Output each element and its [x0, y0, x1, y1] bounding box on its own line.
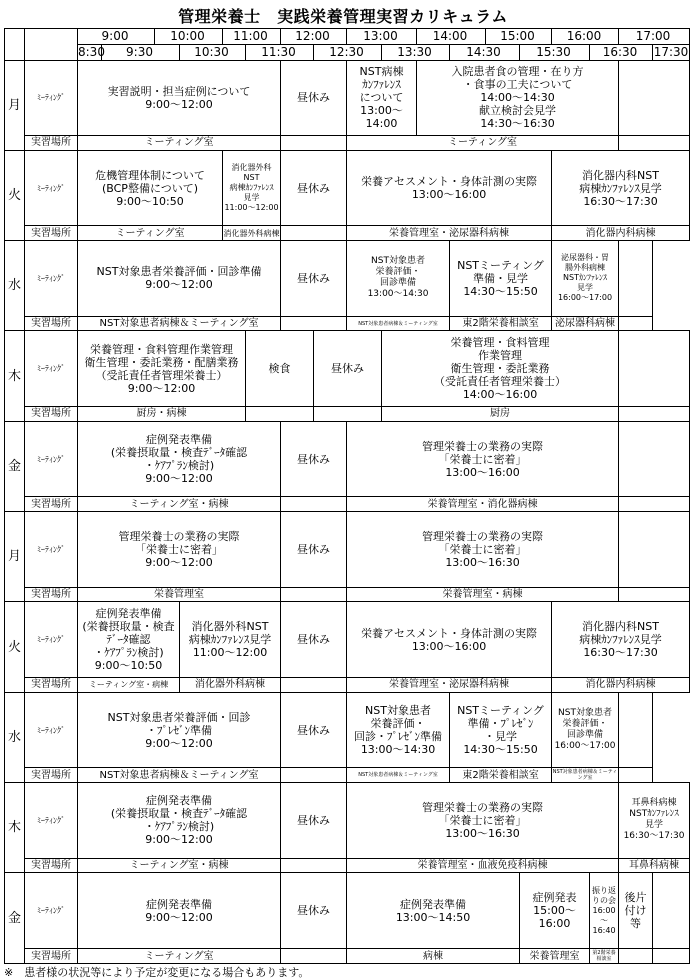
place-row [5, 407, 690, 422]
time-label: 16:00 [552, 29, 619, 45]
place-cell: 栄養管理室・泌尿器科病棟 [347, 226, 552, 241]
cell-line: 回診準備 [567, 730, 604, 741]
lunch-cell: 昼休み [281, 60, 347, 136]
cell-line: 病棟ｶﾝﾌｧﾚﾝｽ見学 [579, 181, 662, 195]
place-label: 実習場所 [25, 226, 78, 241]
cell-line: 見学 [645, 820, 664, 831]
place-label: 実習場所 [25, 587, 78, 602]
day-label: 水 [5, 692, 25, 782]
empty-cell [653, 873, 690, 949]
cell-line: 管理栄養士の業務の実際 [422, 439, 544, 453]
cell-line: NST対象患者栄養評価・回診準備 [96, 265, 262, 279]
empty-cell [281, 497, 347, 512]
cell-line: 9:00～12:00 [145, 278, 213, 292]
activity-cell [520, 873, 590, 949]
activity-cell [619, 783, 690, 859]
cell-line: 11:00～12:00 [192, 646, 268, 660]
activity-cell [78, 150, 223, 226]
place-cell: ミーティング室 [78, 949, 281, 964]
activity-cell [619, 873, 653, 949]
cell-line: ・ｹｱﾌﾟﾗﾝ検討) [143, 459, 215, 473]
cell-line: 9:00～10:50 [94, 659, 163, 673]
cell-line: 15:00～ [533, 904, 576, 918]
cell-line: 病棟ｶﾝﾌｧﾚﾝｽ見学 [188, 633, 272, 647]
cell-line: ・食事の工夫について [462, 78, 573, 92]
time-label: 8:30 [78, 44, 105, 59]
place-cell: 厨房・病棟 [78, 407, 246, 422]
day-label: 木 [5, 783, 25, 873]
cell-line: ～ [600, 915, 609, 925]
lunch-cell: 昼休み [281, 150, 347, 226]
cell-line: 消化器外科 [231, 163, 272, 173]
place-row [5, 949, 690, 964]
lunch-cell: 昼休み [281, 512, 347, 588]
cell-line: （受託責任者管理栄養士） [434, 375, 567, 389]
cell-line: 等 [630, 917, 642, 931]
cell-line: 栄養評価・ [370, 717, 426, 731]
place-cell: 消化器内科病棟 [552, 678, 690, 693]
activity-cell [78, 241, 281, 317]
place-cell: 栄養管理室 [78, 587, 281, 602]
activity-cell [590, 873, 619, 949]
cell-line: 16:30～17:30 [583, 646, 658, 660]
lunch-cell: 昼休み [281, 602, 347, 678]
activity-cell [552, 602, 690, 678]
lunch-cell: 昼休み [281, 421, 347, 497]
place-cell: 病棟 [347, 949, 520, 964]
place-cell: 消化器外科病棟 [223, 226, 281, 241]
cell-line: 11:00～12:00 [224, 203, 279, 213]
place-row [5, 768, 690, 783]
activity-cell [347, 150, 552, 226]
place-label: 実習場所 [25, 407, 78, 422]
empty-cell [281, 587, 347, 602]
cell-line: ﾃﾞｰﾀ確認 [106, 633, 151, 647]
cell-line: NSTｶﾝﾌｧﾚﾝｽ [629, 809, 679, 820]
lunch-cell: 昼休み [281, 783, 347, 859]
time-label: 17:00 [619, 29, 690, 45]
day-row [5, 873, 690, 949]
place-cell: ミーティング室・病棟 [78, 858, 281, 873]
empty-cell [281, 316, 347, 331]
cell-line: ・見学 [484, 730, 518, 744]
cell-line: 13:00～16:00 [445, 465, 520, 479]
cell-line: 16:00～17:00 [554, 741, 616, 752]
cell-line: 14:00 [365, 117, 398, 131]
place-cell: 第2階栄養相談室 [590, 949, 619, 964]
empty-cell [281, 226, 347, 241]
meeting-cell: ﾐｰﾃｨﾝｸﾞ [25, 783, 78, 859]
cell-line: (栄養摂取量・検査ﾃﾞｰﾀ確認 [110, 807, 248, 821]
cell-line: 9:00～12:00 [127, 381, 196, 395]
cell-line: 衛生管理・委託業務・配膳業務 [84, 355, 239, 369]
activity-cell [382, 331, 619, 407]
empty-cell [281, 136, 347, 151]
cell-line: 16:30～17:30 [623, 831, 685, 842]
cell-line: 回診・ﾌﾟﾚｾﾞﾝ準備 [354, 730, 443, 744]
cell-line: 9:00～12:00 [145, 555, 213, 569]
cell-line: 回診準備 [380, 278, 417, 289]
day-row [5, 783, 690, 859]
place-cell: 栄養管理室 [520, 949, 590, 964]
place-cell: 栄養管理室・泌尿器科病棟 [347, 678, 552, 693]
cell-line: ｶﾝﾌｧﾚﾝｽ [362, 78, 401, 92]
cell-line: 入院患者食の管理・在り方 [451, 65, 584, 79]
curriculum-table [4, 28, 690, 964]
cell-line: 耳鼻科病棟 [631, 798, 677, 809]
day-row [5, 150, 690, 226]
activity-cell [552, 150, 690, 226]
place-cell: ミーティング室 [347, 136, 619, 151]
cell-line: 献立検討会見学 [479, 104, 557, 118]
place-row [5, 226, 690, 241]
lunch-cell: 昼休み [314, 331, 382, 407]
place-row [5, 858, 690, 873]
activity-cell [417, 60, 619, 136]
cell-line: 14:30～15:50 [463, 743, 538, 757]
day-row [5, 692, 690, 768]
cell-line: 9:00～12:00 [145, 97, 213, 111]
cell-line: 13:00～14:50 [395, 910, 471, 924]
meeting-cell: ﾐｰﾃｨﾝｸﾞ [25, 331, 78, 407]
cell-line: 栄養アセスメント・身体計測の実際 [361, 175, 537, 189]
place-row [5, 136, 690, 151]
activity-cell [347, 692, 450, 768]
day-label: 木 [5, 331, 25, 421]
activity-cell [78, 331, 246, 407]
empty-cell [619, 331, 690, 407]
place-cell: 東2階栄養相談室 [450, 768, 552, 783]
cell-line: 13:00～ [360, 104, 403, 118]
cell-line: 13:00～16:30 [445, 826, 520, 840]
day-label: 金 [5, 421, 25, 511]
day-label: 月 [5, 512, 25, 602]
cell-line: 栄養評価・ [562, 719, 608, 730]
cell-line: 9:00～12:00 [145, 833, 213, 847]
cell-line: 16:30～17:30 [583, 194, 658, 208]
cell-line: 症例発表準備 [146, 433, 212, 447]
cell-line: 「栄養士に密着」 [135, 542, 223, 556]
place-row [5, 316, 690, 331]
time-label: 12:00 [281, 29, 347, 45]
day-row [5, 512, 690, 588]
cell-line: 病棟ｶﾝﾌｧﾚﾝｽ見学 [579, 633, 662, 647]
time-label: 11:30 [246, 44, 314, 60]
cell-line: 症例発表 [532, 891, 577, 905]
place-cell: 耳鼻科病棟 [619, 858, 690, 873]
activity-cell [552, 692, 619, 768]
footnote: ※ 患者様の状況等により予定が変更になる場合もあります。 [4, 966, 310, 979]
cell-line: 後片 [624, 891, 647, 905]
day-row [5, 331, 690, 407]
place-cell: 泌尿器科病棟 [552, 316, 619, 331]
activity-cell [347, 241, 450, 317]
cell-line: 症例発表準備 [400, 897, 467, 911]
cell-line: 作業管理 [478, 349, 523, 363]
activity-cell [78, 783, 281, 859]
meeting-cell: ﾐｰﾃｨﾝｸﾞ [25, 421, 78, 497]
cell-line: 14:30～16:30 [480, 117, 555, 131]
empty-cell [619, 587, 690, 602]
cell-line: 「栄養士に密着」 [438, 542, 527, 556]
place-label: 実習場所 [25, 768, 78, 783]
cell-line: 16:00～17:00 [557, 293, 613, 303]
cell-line: 管理栄養士の業務の実際 [422, 529, 544, 543]
activity-cell [78, 602, 180, 678]
activity-cell [78, 873, 281, 949]
place-cell: ミーティング室・病棟 [78, 497, 281, 512]
cell-line: NSTミーティング [457, 258, 544, 272]
cell-line: 消化器内科NST [582, 168, 659, 182]
cell-line: NST病棟 [359, 65, 404, 79]
empty-cell [619, 136, 690, 151]
place-cell: 厨房 [382, 407, 619, 422]
time-header-bottom [5, 44, 690, 60]
cell-line: NST対象患者栄養評価・回診 [107, 710, 251, 724]
cell-line: 消化器外科NST [191, 620, 269, 634]
cell-line: 14:00～16:00 [462, 388, 538, 402]
place-label: 実習場所 [25, 949, 78, 964]
empty-cell [619, 60, 690, 136]
cell-line: NSTミーティング [457, 704, 544, 718]
activity-cell [78, 512, 281, 588]
empty-cell [246, 407, 314, 422]
empty-cell [281, 678, 347, 693]
cell-line: 9:00～12:00 [145, 910, 213, 924]
cell-line: 危機管理体制について [95, 168, 205, 182]
cell-line: 消化器内科NST [582, 620, 659, 634]
empty-cell [619, 949, 653, 964]
activity-cell [552, 241, 619, 317]
day-label: 水 [5, 241, 25, 331]
cell-line: ・ｹｱﾌﾟﾗﾝ検討) [143, 820, 215, 834]
activity-cell [347, 602, 552, 678]
day-row [5, 60, 690, 136]
place-label: 実習場所 [25, 678, 78, 693]
time-label: 10:00 [155, 29, 223, 45]
cell-line: 16:40 [592, 925, 616, 935]
cell-line: NST [243, 173, 260, 183]
empty-cell [619, 512, 690, 588]
place-cell: ミーティング室 [78, 226, 223, 241]
activity-cell [223, 150, 281, 226]
cell-line: 見学 [577, 283, 594, 293]
cell-line: 症例発表準備 [146, 897, 212, 911]
time-label: 16:30 [590, 44, 653, 60]
cell-line: 準備・見学 [473, 271, 529, 285]
place-cell: NST対象患者病棟＆ミーティング室 [78, 316, 281, 331]
cell-line: ・ﾌﾟﾚｾﾞﾝ準備 [146, 723, 212, 737]
day-label: 金 [5, 873, 25, 964]
activity-cell [347, 783, 619, 859]
cell-line: 栄養評価・ [375, 267, 421, 278]
cell-line: NST対象患者 [558, 708, 612, 719]
place-cell: 消化器外科病棟 [180, 678, 281, 693]
time-label: 13:00 [347, 29, 417, 45]
cell-line: 管理栄養士の業務の実際 [422, 800, 544, 814]
cell-line: 付け [624, 904, 647, 918]
time-header-top [5, 29, 690, 45]
place-label: 実習場所 [25, 858, 78, 873]
empty-cell [619, 316, 653, 331]
meeting-cell: ﾐｰﾃｨﾝｸﾞ [25, 60, 78, 136]
cell-line: 14:30～15:50 [463, 284, 538, 298]
place-label: 実習場所 [25, 136, 78, 151]
cell-line: 16:00 [538, 917, 571, 931]
meeting-cell: ﾐｰﾃｨﾝｸﾞ [25, 512, 78, 588]
place-row [5, 678, 690, 693]
cell-line: 9:00～12:00 [145, 472, 213, 486]
place-cell: NST対象患者病棟＆ミーティング室 [78, 768, 281, 783]
place-label: 実習場所 [25, 497, 78, 512]
empty-cell [314, 407, 382, 422]
place-cell: 栄養管理室・病棟 [347, 587, 619, 602]
cell-line: 9:00～12:00 [145, 736, 213, 750]
place-cell: ミーティング室・病棟 [78, 678, 180, 693]
place-cell: 東2階栄養相談室 [450, 316, 552, 331]
cell-line: 振り返 [592, 885, 617, 895]
place-label: 実習場所 [25, 316, 78, 331]
activity-cell [347, 60, 417, 136]
time-label: 14:30 [450, 44, 520, 60]
place-row [5, 587, 690, 602]
cell-line: 13:00～16:30 [445, 555, 520, 569]
cell-line: (栄養摂取量・検査 [82, 620, 175, 634]
time-label: 9:30 [102, 44, 180, 60]
time-label: 9:00 [78, 29, 155, 45]
cell-line: 準備・ﾌﾟﾚｾﾞﾝ [467, 717, 534, 731]
empty-cell [653, 949, 690, 964]
activity-cell [450, 241, 552, 317]
cell-line: りの会 [592, 895, 617, 905]
empty-cell [281, 768, 347, 783]
place-cell: 栄養管理室・血液免疫科病棟 [347, 858, 619, 873]
page-title: 管理栄養士 実践栄養管理実習カリキュラム [178, 7, 508, 26]
time-label: 12:30 [314, 44, 382, 60]
time-label: 13:30 [382, 44, 450, 60]
lunch-cell: 昼休み [281, 241, 347, 317]
cell-line: 栄養管理・食料管理作業管理 [90, 342, 233, 356]
cell-line: 13:00～16:00 [411, 639, 487, 653]
activity-cell [180, 602, 281, 678]
cell-line: 管理栄養士の業務の実際 [118, 529, 240, 543]
day-row [5, 241, 690, 317]
cell-line: 衛生管理・委託業務 [450, 362, 550, 376]
empty-cell [619, 692, 653, 768]
place-row [5, 497, 690, 512]
day-label: 火 [5, 602, 25, 692]
cell-line: 14:00～14:30 [480, 91, 555, 105]
empty-cell [619, 421, 690, 497]
meeting-cell: ﾐｰﾃｨﾝｸﾞ [25, 873, 78, 949]
lunch-cell: 昼休み [281, 873, 347, 949]
time-label: 10:30 [180, 44, 246, 60]
cell-line: NSTｶﾝﾌｧﾚﾝｽ [563, 273, 607, 283]
cell-line: について [359, 91, 404, 105]
cell-line: (BCP整備について) [101, 181, 199, 195]
empty-cell [619, 768, 653, 783]
empty-cell [619, 407, 690, 422]
day-label: 火 [5, 150, 25, 240]
cell-line: 9:00～10:50 [116, 194, 184, 208]
cell-line: 栄養アセスメント・身体計測の実際 [361, 626, 537, 640]
meeting-cell: ﾐｰﾃｨﾝｸﾞ [25, 150, 78, 226]
meeting-cell: ﾐｰﾃｨﾝｸﾞ [25, 602, 78, 678]
cell-line: 泌尿器科・胃 [561, 253, 610, 263]
empty-cell [281, 858, 347, 873]
cell-line: 栄養管理・食料管理 [450, 336, 550, 350]
cell-line: 見学 [243, 193, 260, 203]
cell-line: 13:00～16:00 [411, 188, 487, 202]
cell-line: NST対象患者 [365, 704, 431, 718]
day-row [5, 602, 690, 678]
cell-line: 「栄養士に密着」 [438, 813, 527, 827]
activity-cell [78, 421, 281, 497]
empty-cell [619, 497, 690, 512]
time-label: 15:30 [520, 44, 590, 60]
cell-line: 16:00 [592, 905, 616, 915]
cell-line: 13:00～14:30 [360, 743, 436, 757]
activity-cell [78, 692, 281, 768]
place-cell: NST対象患者病棟＆ミーティング室 [347, 316, 450, 331]
time-label: 15:00 [486, 29, 552, 45]
meeting-cell: ﾐｰﾃｨﾝｸﾞ [25, 692, 78, 768]
cell-line: ・ｹｱﾌﾟﾗﾝ検討) [93, 646, 164, 660]
meeting-cell: ﾐｰﾃｨﾝｸﾞ [25, 241, 78, 317]
kenshoku-cell: 検食 [246, 331, 314, 407]
time-label: 14:00 [417, 29, 486, 45]
place-cell: NST対象患者病棟＆ミーティング室 [552, 769, 618, 782]
cell-line: (栄養摂取量・検査ﾃﾞｰﾀ確認 [110, 446, 248, 460]
place-cell: 消化器内科病棟 [552, 226, 690, 241]
day-label: 月 [5, 60, 25, 150]
day-row [5, 421, 690, 497]
place-cell: ミーティング室 [78, 136, 281, 151]
cell-line: 実習説明・担当症例について [107, 84, 251, 98]
cell-line: 腸外科病棟 [565, 263, 606, 273]
cell-line: 病棟ｶﾝﾌｧﾚﾝｽ [229, 183, 274, 193]
cell-line: NST対象患者 [371, 256, 425, 267]
activity-cell [450, 692, 552, 768]
activity-cell [347, 873, 520, 949]
lunch-cell: 昼休み [281, 692, 347, 768]
cell-line: （受託責任者管理栄養士） [95, 368, 228, 382]
cell-line: 症例発表準備 [146, 794, 212, 808]
time-label: 11:00 [223, 29, 281, 45]
place-cell: 栄養管理室・消化器病棟 [347, 497, 619, 512]
cell-line: 「栄養士に密着」 [438, 452, 527, 466]
activity-cell [347, 512, 619, 588]
empty-cell [281, 949, 347, 964]
activity-cell [347, 421, 619, 497]
cell-line: 13:00～14:30 [367, 289, 429, 300]
time-label: 17:30 [653, 44, 689, 59]
empty-cell [619, 241, 653, 317]
cell-line: 症例発表準備 [95, 607, 162, 621]
place-cell: NST対象患者病棟＆ミーティング室 [347, 768, 450, 783]
activity-cell [78, 60, 281, 136]
